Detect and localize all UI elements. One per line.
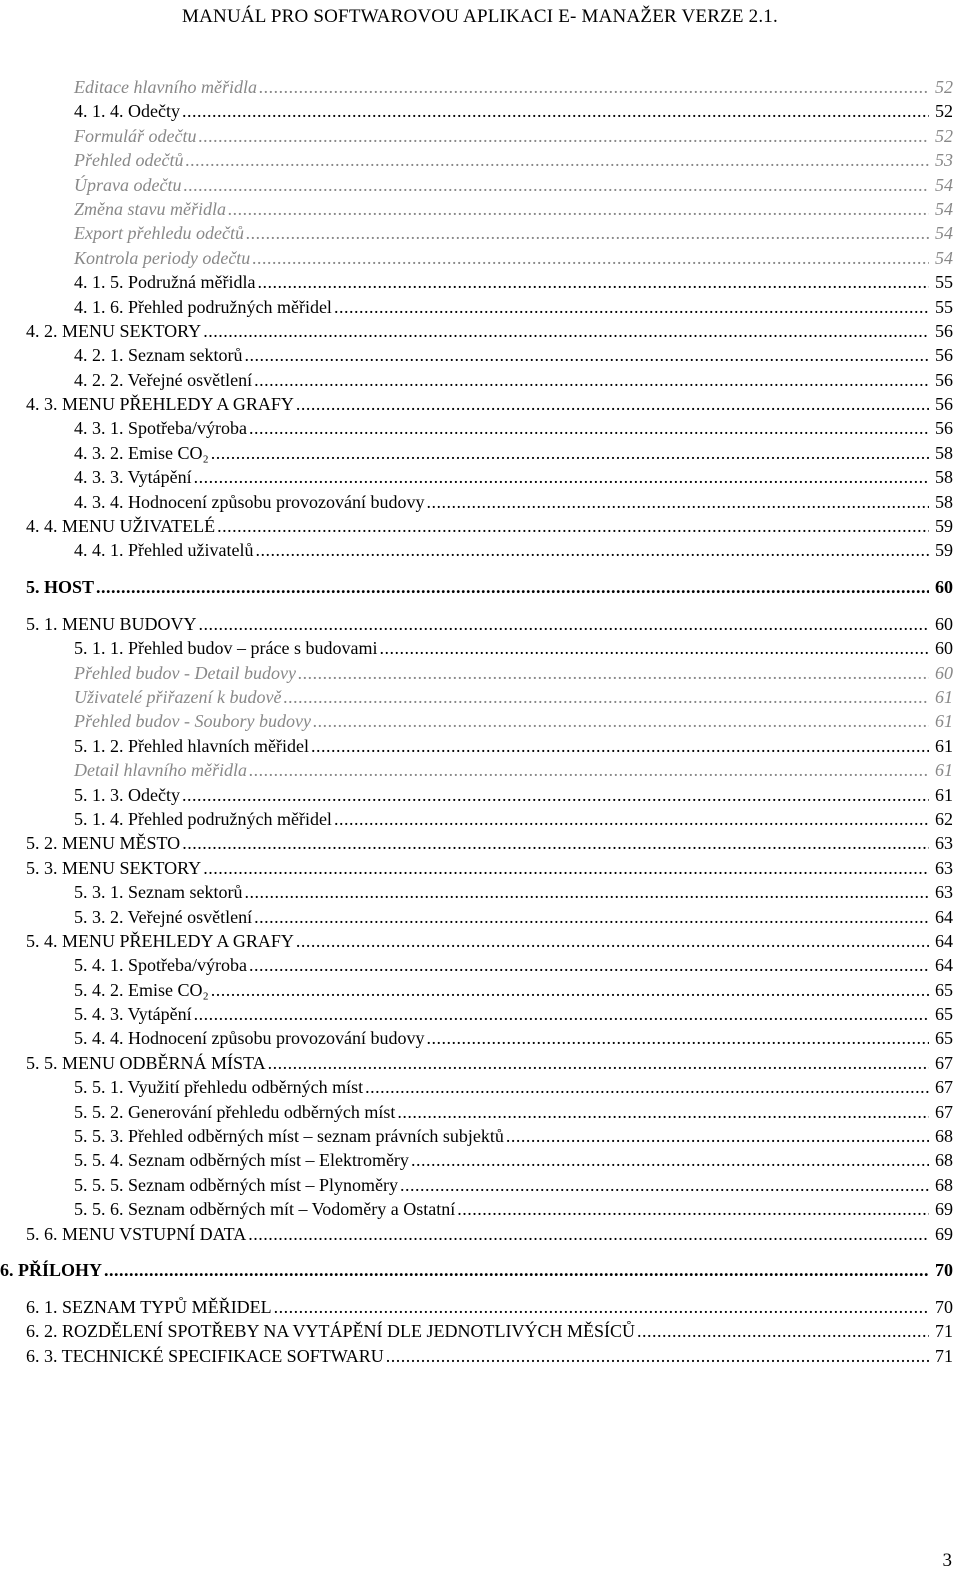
toc-leader-dots (183, 173, 929, 197)
toc-entry[interactable] (26, 1222, 953, 1246)
toc-entry-page: 54 (935, 223, 953, 244)
toc-entry-title: 5. 1. 2. Přehled hlavních měřidel (74, 735, 309, 756)
toc-entry-title: 4. 1. 4. Odečty (74, 101, 180, 122)
toc-entry[interactable] (74, 1002, 953, 1026)
toc-entry-page: 69 (935, 1223, 953, 1244)
toc-entry-title: 4. 2. 1. Seznam sektorů (74, 345, 243, 366)
toc-entry-page: 71 (935, 1345, 953, 1366)
toc-entry[interactable] (26, 856, 953, 880)
toc-entry-title: 4. 3. MENU PŘEHLEDY A GRAFY (26, 394, 294, 415)
toc-leader-dots (252, 246, 929, 270)
toc-entry[interactable] (74, 758, 953, 782)
toc-entry-title: 5. 3. 1. Seznam sektorů (74, 882, 243, 903)
toc-leader-dots (199, 612, 930, 636)
toc-leader-dots (296, 392, 929, 416)
toc-entry[interactable] (74, 75, 953, 99)
toc-entry-title: 5. 4. 2. Emise CO₂ (74, 979, 209, 1000)
toc-entry[interactable] (26, 319, 953, 343)
toc-leader-dots (334, 807, 929, 831)
toc-leader-dots (194, 1002, 929, 1026)
toc-entry[interactable] (74, 1026, 953, 1050)
toc-entry[interactable] (74, 685, 953, 709)
toc-leader-dots (386, 1344, 929, 1368)
toc-entry-title: 5. 6. MENU VSTUPNÍ DATA (26, 1223, 247, 1244)
toc-entry-title: 4. 3. 4. Hodnocení způsobu provozování budovy (74, 491, 425, 512)
toc-entry-page: 61 (935, 784, 953, 805)
toc-entry[interactable] (26, 929, 953, 953)
toc-entry[interactable] (74, 465, 953, 489)
toc-entry[interactable] (74, 490, 953, 514)
toc-entry[interactable] (74, 148, 953, 172)
toc-entry-page: 61 (935, 686, 953, 707)
toc-leader-dots (217, 514, 929, 538)
toc-entry-page: 59 (935, 540, 953, 561)
toc-entry-title: 4. 2. 2. Veřejné osvětlení (74, 369, 253, 390)
toc-leader-dots (249, 416, 929, 440)
toc-leader-dots (296, 929, 929, 953)
toc-leader-dots (248, 1222, 929, 1246)
toc-entry-page: 58 (935, 491, 953, 512)
toc-entry-page: 60 (935, 662, 953, 683)
toc-entry-page: 67 (935, 1101, 953, 1122)
toc-entry[interactable] (26, 1344, 953, 1368)
toc-entry-page: 58 (935, 467, 953, 488)
toc-entry-page: 56 (935, 369, 953, 390)
toc-entry-title: 5. 5. 5. Seznam odběrných míst – Plynoměry (74, 1174, 398, 1195)
toc-entry-title: 5. 2. MENU MĚSTO (26, 833, 181, 854)
toc-entry-title: Detail hlavního měřidla (74, 760, 247, 781)
toc-leader-dots (203, 856, 929, 880)
toc-entry[interactable] (74, 978, 953, 1002)
toc-leader-dots (254, 905, 929, 929)
toc-entry[interactable] (74, 368, 953, 392)
toc-leader-dots (249, 758, 929, 782)
toc-entry-page: 55 (935, 272, 953, 293)
toc-entry[interactable] (74, 538, 953, 562)
toc-leader-dots (506, 1124, 929, 1148)
toc-leader-dots (283, 685, 929, 709)
toc-leader-dots (274, 1295, 929, 1319)
toc-entry-page: 64 (935, 955, 953, 976)
page-header: MANUÁL PRO SOFTWAROVOU APLIKACI E- MANAŽER VERZE 2.1. (182, 6, 778, 27)
table-of-contents (0, 75, 960, 1368)
toc-entry-title: 5. 4. 4. Hodnocení způsobu provozování budovy (74, 1028, 425, 1049)
toc-entry-page: 69 (935, 1199, 953, 1220)
toc-entry[interactable] (74, 441, 953, 465)
toc-entry-title: 5. HOST (26, 576, 95, 597)
toc-entry-page: 63 (935, 857, 953, 878)
toc-entry-title: Změna stavu měřidla (74, 198, 226, 219)
toc-entry-title: 5. 3. 2. Veřejné osvětlení (74, 906, 253, 927)
toc-entry-page: 59 (935, 516, 953, 537)
toc-entry[interactable] (74, 1075, 953, 1099)
toc-entry-title: 6. 3. TECHNICKÉ SPECIFIKACE SOFTWARU (26, 1345, 384, 1366)
toc-entry[interactable] (74, 905, 953, 929)
toc-leader-dots (255, 538, 929, 562)
toc-entry-title: 5. 4. 3. Vytápění (74, 1004, 192, 1025)
toc-leader-dots (182, 99, 929, 123)
toc-leader-dots (397, 1100, 929, 1124)
toc-entry-title: 5. 5. 3. Přehled odběrných míst – seznam právních subjektů (74, 1126, 504, 1147)
toc-entry-title: 6. 1. SEZNAM TYPŮ MĚŘIDEL (26, 1296, 272, 1317)
toc-leader-dots (426, 490, 929, 514)
toc-entry-page: 70 (935, 1259, 953, 1280)
toc-entry[interactable] (74, 343, 953, 367)
toc-entry-page: 56 (935, 345, 953, 366)
toc-leader-dots (246, 221, 929, 245)
toc-entry[interactable] (26, 1295, 953, 1319)
toc-leader-dots (268, 1051, 929, 1075)
toc-entry-title: 5. 5. MENU ODBĚRNÁ MÍSTA (26, 1052, 266, 1073)
toc-entry-title: 6. PŘÍLOHY (0, 1259, 103, 1280)
toc-leader-dots (426, 1026, 929, 1050)
toc-entry[interactable] (74, 416, 953, 440)
toc-entry-page: 65 (935, 1004, 953, 1025)
toc-entry-page: 53 (935, 150, 953, 171)
toc-entry-title: 5. 4. MENU PŘEHLEDY A GRAFY (26, 930, 294, 951)
toc-leader-dots (259, 75, 929, 99)
toc-entry-title: Úprava odečtu (74, 174, 182, 195)
toc-entry-title: 5. 4. 1. Spotřeba/výroba (74, 955, 247, 976)
toc-leader-dots (182, 831, 929, 855)
toc-entry-title: Přehled budov - Detail budovy (74, 662, 296, 683)
toc-entry-title: 5. 5. 1. Využití přehledu odběrných míst (74, 1077, 364, 1098)
toc-entry-title: 5. 1. 3. Odečty (74, 784, 180, 805)
toc-leader-dots (194, 465, 929, 489)
toc-leader-dots (313, 709, 929, 733)
toc-entry-page: 71 (935, 1321, 953, 1342)
toc-leader-dots (211, 441, 929, 465)
toc-entry-page: 52 (935, 77, 953, 97)
toc-entry[interactable] (26, 612, 953, 636)
toc-entry-page: 62 (935, 808, 953, 829)
toc-entry-title: 4. 4. 1. Přehled uživatelů (74, 540, 254, 561)
toc-entry-page: 52 (935, 125, 953, 146)
toc-entry[interactable] (26, 574, 953, 601)
toc-entry[interactable] (74, 734, 953, 758)
toc-leader-dots (379, 636, 929, 660)
toc-entry[interactable] (26, 392, 953, 416)
toc-entry-page: 60 (935, 638, 953, 659)
toc-leader-dots (334, 295, 929, 319)
toc-entry-title: 4. 1. 6. Přehled podružných měřidel (74, 296, 332, 317)
toc-entry-page: 61 (935, 735, 953, 756)
toc-entry-title: Přehled odečtů (74, 150, 184, 171)
toc-leader-dots (254, 368, 929, 392)
toc-entry[interactable] (74, 246, 953, 270)
toc-entry[interactable] (74, 124, 953, 148)
toc-entry-page: 68 (935, 1126, 953, 1147)
toc-leader-dots (365, 1075, 929, 1099)
toc-entry-page: 63 (935, 882, 953, 903)
toc-leader-dots (457, 1197, 929, 1221)
toc-entry-page: 68 (935, 1174, 953, 1195)
toc-entry-page: 68 (935, 1150, 953, 1171)
toc-leader-dots (96, 574, 929, 601)
toc-leader-dots (244, 880, 929, 904)
toc-entry[interactable] (74, 661, 953, 685)
toc-entry[interactable] (74, 1148, 953, 1172)
toc-entry[interactable] (74, 709, 953, 733)
toc-entry-page: 70 (935, 1296, 953, 1317)
toc-entry-title: Formulář odečtu (74, 125, 197, 146)
toc-entry[interactable] (0, 1257, 953, 1284)
toc-entry-title: 5. 5. 6. Seznam odběrných mít – Vodoměry a Ostatní (74, 1199, 456, 1220)
toc-entry-page: 54 (935, 247, 953, 268)
toc-entry-title: 5. 1. MENU BUDOVY (26, 613, 197, 634)
toc-entry[interactable] (74, 197, 953, 221)
toc-entry-page: 61 (935, 711, 953, 732)
toc-entry[interactable] (74, 953, 953, 977)
toc-entry[interactable] (74, 807, 953, 831)
toc-leader-dots (185, 148, 929, 172)
toc-entry[interactable] (26, 1051, 953, 1075)
toc-entry-title: 5. 1. 4. Přehled podružných měřidel (74, 808, 332, 829)
toc-entry-page: 60 (935, 613, 953, 634)
toc-leader-dots (211, 978, 929, 1002)
toc-entry-page: 67 (935, 1077, 953, 1098)
toc-leader-dots (298, 661, 929, 685)
toc-entry[interactable] (74, 1124, 953, 1148)
toc-leader-dots (104, 1257, 929, 1284)
toc-entry[interactable] (26, 514, 953, 538)
toc-entry-page: 67 (935, 1052, 953, 1073)
toc-entry-page: 64 (935, 930, 953, 951)
toc-entry-title: 5. 5. 4. Seznam odběrných míst – Elektroměry (74, 1150, 409, 1171)
toc-entry[interactable] (74, 1197, 953, 1221)
toc-entry[interactable] (74, 295, 953, 319)
toc-entry-page: 56 (935, 418, 953, 439)
toc-entry-title: Kontrola periody odečtu (74, 247, 251, 268)
toc-leader-dots (198, 124, 929, 148)
toc-entry[interactable] (74, 783, 953, 807)
toc-entry-title: 5. 1. 1. Přehled budov – práce s budovami (74, 638, 378, 659)
toc-leader-dots (244, 343, 929, 367)
toc-leader-dots (400, 1173, 929, 1197)
toc-entry-page: 65 (935, 1028, 953, 1049)
toc-leader-dots (182, 783, 929, 807)
toc-entry-page: 54 (935, 198, 953, 219)
toc-entry-title: 4. 4. MENU UŽIVATELÉ (26, 516, 216, 537)
toc-entry-title: 4. 2. MENU SEKTORY (26, 320, 202, 341)
toc-entry-title: 4. 3. 1. Spotřeba/výroba (74, 418, 247, 439)
toc-entry-title: 4. 3. 3. Vytápění (74, 467, 192, 488)
toc-entry-page: 54 (935, 174, 953, 195)
toc-entry-page: 63 (935, 833, 953, 854)
toc-entry-title: 6. 2. ROZDĚLENÍ SPOTŘEBY NA VYTÁPĚNÍ DLE JEDNOTLIVÝCH MĚSÍCŮ (26, 1321, 635, 1342)
toc-entry[interactable] (26, 1319, 953, 1343)
toc-entry-page: 58 (935, 442, 953, 463)
toc-leader-dots (411, 1148, 929, 1172)
toc-entry[interactable] (74, 1100, 953, 1124)
toc-entry-title: Export přehledu odečtů (74, 223, 244, 244)
toc-entry-title: 4. 1. 5. Podružná měřidla (74, 272, 256, 293)
toc-entry-page: 60 (935, 576, 953, 597)
toc-leader-dots (228, 197, 929, 221)
toc-leader-dots (311, 734, 929, 758)
toc-entry-title: 5. 3. MENU SEKTORY (26, 857, 202, 878)
toc-leader-dots (249, 953, 929, 977)
toc-entry-page: 64 (935, 906, 953, 927)
toc-entry[interactable] (74, 636, 953, 660)
toc-entry[interactable] (74, 99, 953, 123)
toc-entry[interactable] (74, 880, 953, 904)
toc-entry-title: Přehled budov - Soubory budovy (74, 711, 311, 732)
toc-entry-page: 55 (935, 296, 953, 317)
toc-leader-dots (257, 270, 929, 294)
page-number: 3 (942, 1550, 952, 1571)
toc-leader-dots (203, 319, 929, 343)
toc-entry-page: 56 (935, 394, 953, 415)
toc-entry-page: 52 (935, 101, 953, 122)
toc-entry-title: Editace hlavního měřidla (74, 77, 257, 97)
toc-entry[interactable] (74, 221, 953, 245)
toc-entry[interactable] (74, 1173, 953, 1197)
toc-leader-dots (637, 1319, 929, 1343)
toc-entry-page: 61 (935, 760, 953, 781)
toc-entry[interactable] (74, 173, 953, 197)
toc-entry[interactable] (74, 270, 953, 294)
toc-entry[interactable] (26, 831, 953, 855)
toc-entry-page: 65 (935, 979, 953, 1000)
toc-entry-title: Uživatelé přiřazení k budově (74, 686, 282, 707)
toc-entry-page: 56 (935, 320, 953, 341)
toc-entry-title: 4. 3. 2. Emise CO₂ (74, 442, 209, 463)
toc-entry-title: 5. 5. 2. Generování přehledu odběrných míst (74, 1101, 396, 1122)
